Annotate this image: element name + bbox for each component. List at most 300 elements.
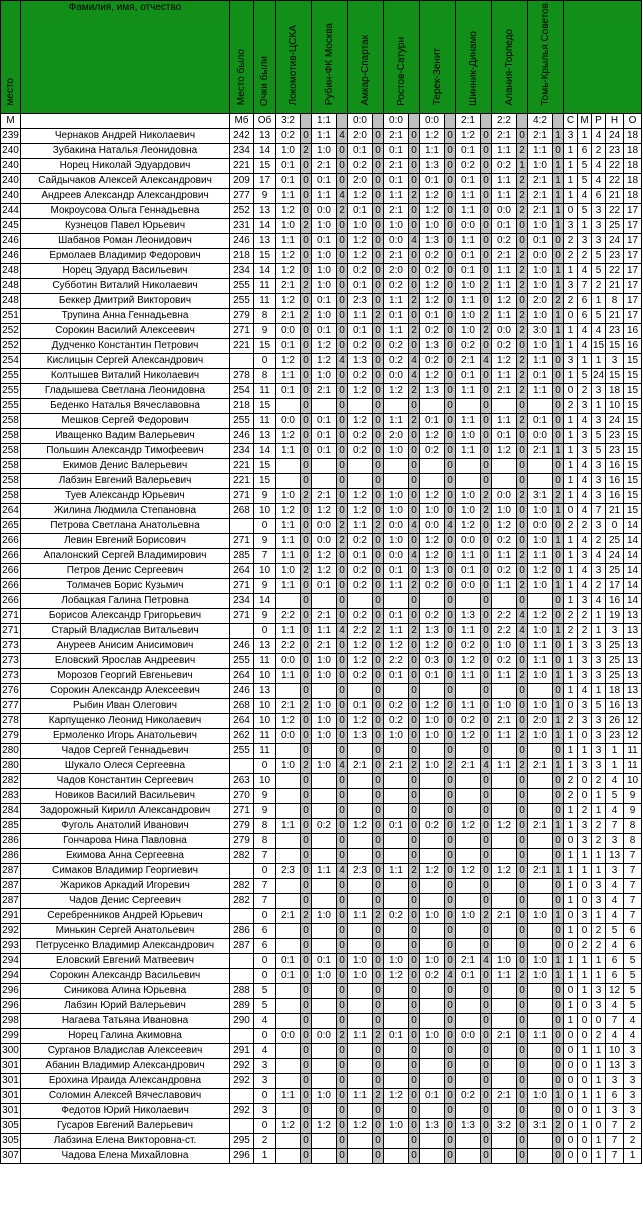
- stat-cell: 0: [564, 503, 578, 518]
- score-cell: 0: [409, 428, 420, 443]
- score-cell: 0: [481, 698, 492, 713]
- score-cell: 0: [373, 758, 384, 773]
- prediction-cell: [420, 1043, 445, 1058]
- prediction-cell: 1:2: [420, 278, 445, 293]
- score-cell: 0: [517, 293, 528, 308]
- score-cell: 0: [553, 608, 564, 623]
- prediction-cell: 0:1: [456, 143, 481, 158]
- prediction-cell: [312, 1058, 337, 1073]
- prediction-cell: 0:1: [312, 413, 337, 428]
- score-cell: 0: [301, 863, 312, 878]
- prediction-cell: [492, 473, 517, 488]
- prediction-cell: 1:1: [276, 233, 301, 248]
- prediction-cell: 0:0: [492, 488, 517, 503]
- score-cell: 4: [409, 353, 420, 368]
- score-cell: 0: [337, 833, 348, 848]
- score-cell: 0: [337, 1148, 348, 1163]
- stat-cell: 4: [578, 413, 592, 428]
- score-cell: 0: [373, 968, 384, 983]
- stat-cell: 4: [578, 188, 592, 203]
- stat-cell: 4: [606, 908, 624, 923]
- score-cell: 0: [517, 863, 528, 878]
- prev-place-cell: [230, 1028, 254, 1043]
- score-cell: 0: [301, 383, 312, 398]
- score-cell: 0: [481, 173, 492, 188]
- prediction-cell: 0:1: [492, 428, 517, 443]
- score-cell: 0: [445, 143, 456, 158]
- prediction-cell: [420, 473, 445, 488]
- table-row: [1, 803, 642, 818]
- prediction-cell: [384, 833, 409, 848]
- stat-cell: 1: [564, 998, 578, 1013]
- place-cell: 296: [1, 998, 21, 1013]
- score-cell: 0: [553, 893, 564, 908]
- table-row: [1, 788, 642, 803]
- score-cell: 0: [409, 1028, 420, 1043]
- score-cell: 0: [337, 953, 348, 968]
- prediction-cell: [456, 1043, 481, 1058]
- prev-points-cell: 15: [254, 338, 276, 353]
- stat-cell: 22: [606, 263, 624, 278]
- stat-cell: 2: [592, 533, 606, 548]
- prediction-cell: 0:2: [276, 128, 301, 143]
- prediction-cell: [312, 923, 337, 938]
- prev-points-cell: 11: [254, 728, 276, 743]
- stat-cell: 1: [592, 1073, 606, 1088]
- stat-header-s: С: [564, 113, 578, 128]
- prediction-cell: 0:1: [420, 173, 445, 188]
- prev-place-cell: 255: [230, 293, 254, 308]
- prediction-cell: 1:0: [384, 953, 409, 968]
- stat-cell: 1: [564, 878, 578, 893]
- stat-cell: 3: [592, 563, 606, 578]
- table-row: [1, 893, 642, 908]
- prediction-cell: 0:0: [384, 368, 409, 383]
- prediction-cell: 0:1: [456, 173, 481, 188]
- stat-cell: 6: [624, 938, 642, 953]
- score-cell: 0: [301, 878, 312, 893]
- stat-cell: 12: [624, 728, 642, 743]
- stat-cell: 14: [624, 518, 642, 533]
- score-cell: 0: [445, 863, 456, 878]
- place-cell: 300: [1, 1043, 21, 1058]
- prediction-cell: 1:1: [456, 698, 481, 713]
- prev-place-cell: [230, 1088, 254, 1103]
- prev-place-cell: 255: [230, 413, 254, 428]
- score-cell: 0: [301, 968, 312, 983]
- prediction-cell: 0:2: [492, 653, 517, 668]
- stat-cell: 5: [606, 923, 624, 938]
- prev-points-cell: 11: [254, 278, 276, 293]
- prediction-cell: [492, 458, 517, 473]
- score-cell: 0: [301, 713, 312, 728]
- stat-cell: 5: [592, 308, 606, 323]
- prev-points-cell: 11: [254, 413, 276, 428]
- stat-cell: 14: [624, 533, 642, 548]
- prediction-cell: [528, 473, 553, 488]
- prediction-cell: 0:1: [348, 203, 373, 218]
- prediction-cell: 0:2: [420, 608, 445, 623]
- prediction-cell: 1:0: [528, 308, 553, 323]
- stat-cell: 5: [624, 998, 642, 1013]
- prediction-cell: 1:0: [456, 908, 481, 923]
- score-cell: 0: [481, 263, 492, 278]
- prediction-cell: 0:2: [348, 578, 373, 593]
- score-cell: 0: [301, 983, 312, 998]
- prediction-cell: [420, 923, 445, 938]
- name-cell: Иващенко Вадим Валерьевич: [21, 428, 230, 443]
- stat-cell: 5: [624, 968, 642, 983]
- score-cell: 0: [301, 683, 312, 698]
- prev-points-cell: 10: [254, 773, 276, 788]
- prediction-cell: 1:0: [420, 728, 445, 743]
- prediction-cell: 1:3: [420, 563, 445, 578]
- score-cell: 0: [337, 548, 348, 563]
- stat-cell: 5: [578, 173, 592, 188]
- score-cell: 2: [301, 218, 312, 233]
- stat-cell: 6: [624, 923, 642, 938]
- score-cell: 0: [373, 1013, 384, 1028]
- place-cell: 266: [1, 533, 21, 548]
- prediction-cell: 0:1: [384, 143, 409, 158]
- name-cell: Гончарова Нина Павловна: [21, 833, 230, 848]
- score-cell: 0: [481, 863, 492, 878]
- stat-cell: 15: [624, 503, 642, 518]
- prev-place-cell: 271: [230, 803, 254, 818]
- score-cell: 0: [301, 1148, 312, 1163]
- stat-cell: 3: [592, 413, 606, 428]
- stat-cell: 7: [606, 1148, 624, 1163]
- prediction-cell: 0:1: [384, 1028, 409, 1043]
- score-cell: 0: [481, 608, 492, 623]
- stat-cell: 5: [578, 368, 592, 383]
- stat-cell: 3: [578, 443, 592, 458]
- prediction-cell: [276, 458, 301, 473]
- stat-cell: 15: [624, 368, 642, 383]
- stat-cell: 1: [592, 398, 606, 413]
- score-cell: 0: [409, 713, 420, 728]
- table-row: [1, 908, 642, 923]
- score-cell: 0: [481, 1043, 492, 1058]
- score-cell: 1: [553, 968, 564, 983]
- prediction-cell: 1:2: [420, 698, 445, 713]
- name-cell: Новиков Василий Васильевич: [21, 788, 230, 803]
- name-cell: Лабзин Евгений Валерьевич: [21, 473, 230, 488]
- prev-place-cell: 279: [230, 818, 254, 833]
- stat-cell: 1: [592, 608, 606, 623]
- prediction-cell: [420, 458, 445, 473]
- name-cell: Беденко Наталья Вячеславовна: [21, 398, 230, 413]
- stat-cell: 2: [564, 623, 578, 638]
- stat-cell: 14: [624, 578, 642, 593]
- score-cell: 0: [301, 248, 312, 263]
- score-cell: 0: [517, 803, 528, 818]
- prev-points-cell: 9: [254, 803, 276, 818]
- score-cell: 0: [481, 1088, 492, 1103]
- prev-points-cell: 14: [254, 443, 276, 458]
- prev-points-cell: 1: [254, 1148, 276, 1163]
- name-cell: Фуголь Анатолий Иванович: [21, 818, 230, 833]
- prev-place-cell: 255: [230, 653, 254, 668]
- prev-points-cell: 3: [254, 1103, 276, 1118]
- stat-cell: 1: [578, 128, 592, 143]
- stat-cell: 3: [592, 713, 606, 728]
- place-cell: 280: [1, 758, 21, 773]
- score-cell: 0: [517, 818, 528, 833]
- score-cell: 2: [517, 668, 528, 683]
- place-cell: 287: [1, 893, 21, 908]
- stat-cell: 2: [564, 293, 578, 308]
- prev-place-cell: 292: [230, 1058, 254, 1073]
- score-cell: 0: [373, 578, 384, 593]
- prediction-cell: [348, 743, 373, 758]
- score-cell: 0: [301, 1058, 312, 1073]
- prediction-cell: 0:0: [312, 203, 337, 218]
- stat-cell: 7: [624, 863, 642, 878]
- prediction-cell: [312, 683, 337, 698]
- stat-cell: 3: [578, 548, 592, 563]
- prediction-cell: [384, 1148, 409, 1163]
- prediction-cell: 1:2: [312, 503, 337, 518]
- score-cell: 0: [517, 503, 528, 518]
- prediction-cell: 2:1: [492, 248, 517, 263]
- prediction-cell: 1:0: [276, 758, 301, 773]
- stat-cell: 2: [592, 143, 606, 158]
- score-cell: 2: [517, 353, 528, 368]
- stat-cell: 17: [606, 578, 624, 593]
- score-cell: 2: [373, 623, 384, 638]
- prediction-cell: [384, 803, 409, 818]
- table-row: [1, 878, 642, 893]
- prediction-cell: 2:2: [276, 638, 301, 653]
- score-cell: 0: [337, 503, 348, 518]
- prediction-cell: [312, 998, 337, 1013]
- prediction-cell: [276, 398, 301, 413]
- place-cell: 282: [1, 773, 21, 788]
- sub-gap: [409, 113, 420, 128]
- score-cell: 0: [445, 533, 456, 548]
- score-cell: 0: [481, 683, 492, 698]
- name-cell: Субботин Виталий Николаевич: [21, 278, 230, 293]
- prediction-cell: [384, 458, 409, 473]
- stat-cell: 3: [578, 398, 592, 413]
- score-cell: 0: [301, 743, 312, 758]
- prev-points-cell: 13: [254, 683, 276, 698]
- score-cell: 2: [517, 758, 528, 773]
- stat-cell: 1: [578, 863, 592, 878]
- place-cell: 292: [1, 923, 21, 938]
- stat-cell: 1: [592, 1043, 606, 1058]
- stat-cell: 2: [578, 248, 592, 263]
- table-row: [1, 143, 642, 158]
- score-cell: 0: [481, 233, 492, 248]
- stat-cell: 15: [624, 353, 642, 368]
- place-cell: 248: [1, 293, 21, 308]
- prediction-cell: 1:2: [384, 1088, 409, 1103]
- stat-cell: 0: [578, 788, 592, 803]
- prediction-cell: [312, 593, 337, 608]
- score-cell: 0: [553, 518, 564, 533]
- score-cell: 2: [373, 308, 384, 323]
- stat-cell: 3: [606, 353, 624, 368]
- score-cell: 2: [517, 728, 528, 743]
- prediction-cell: 1:2: [276, 293, 301, 308]
- place-cell: 293: [1, 938, 21, 953]
- stat-cell: 1: [578, 953, 592, 968]
- stat-cell: 3: [606, 863, 624, 878]
- score-cell: 0: [517, 428, 528, 443]
- stat-cell: 16: [624, 323, 642, 338]
- stat-cell: 7: [606, 818, 624, 833]
- prediction-cell: 1:3: [456, 1118, 481, 1133]
- stat-cell: 14: [624, 593, 642, 608]
- prev-place-cell: 268: [230, 503, 254, 518]
- prediction-cell: [348, 788, 373, 803]
- prediction-cell: 0:2: [312, 818, 337, 833]
- prediction-cell: [492, 683, 517, 698]
- score-cell: 0: [337, 1133, 348, 1148]
- prediction-cell: 0:1: [384, 308, 409, 323]
- name-cell: Симаков Владимир Георгиевич: [21, 863, 230, 878]
- prediction-cell: [456, 593, 481, 608]
- prediction-cell: [348, 1133, 373, 1148]
- prediction-cell: 0:2: [492, 533, 517, 548]
- prediction-cell: [492, 998, 517, 1013]
- score-cell: 0: [481, 1013, 492, 1028]
- score-cell: 0: [301, 638, 312, 653]
- score-cell: 0: [409, 773, 420, 788]
- score-cell: 1: [553, 863, 564, 878]
- stat-cell: 9: [624, 788, 642, 803]
- stat-cell: 0: [564, 1103, 578, 1118]
- name-cell: Беккер Дмитрий Викторович: [21, 293, 230, 308]
- table-row: [1, 758, 642, 773]
- score-cell: 0: [553, 683, 564, 698]
- prediction-cell: 0:2: [456, 1088, 481, 1103]
- score-cell: 1: [553, 818, 564, 833]
- score-cell: 0: [409, 473, 420, 488]
- table-row: [1, 473, 642, 488]
- prediction-cell: [276, 1043, 301, 1058]
- stat-cell: 0: [578, 1103, 592, 1118]
- score-cell: 0: [301, 158, 312, 173]
- score-cell: 0: [481, 383, 492, 398]
- name-cell: Норец Галина Акимовна: [21, 1028, 230, 1043]
- score-cell: 1: [553, 503, 564, 518]
- score-cell: 0: [301, 188, 312, 203]
- prev-points-cell: 11: [254, 293, 276, 308]
- score-cell: 0: [409, 338, 420, 353]
- score-cell: 0: [301, 368, 312, 383]
- prediction-cell: [492, 788, 517, 803]
- prediction-cell: 0:1: [348, 278, 373, 293]
- stat-cell: 0: [564, 908, 578, 923]
- place-cell: 258: [1, 428, 21, 443]
- prediction-cell: 1:0: [312, 698, 337, 713]
- prediction-cell: 0:0: [276, 323, 301, 338]
- table-row: [1, 1088, 642, 1103]
- score-cell: 0: [481, 623, 492, 638]
- score-cell: 0: [337, 578, 348, 593]
- score-cell: 0: [445, 443, 456, 458]
- prediction-cell: 2:1: [528, 863, 553, 878]
- stat-cell: 12: [606, 983, 624, 998]
- prediction-cell: 1:1: [276, 623, 301, 638]
- score-cell: 0: [445, 1058, 456, 1073]
- score-cell: 0: [445, 1013, 456, 1028]
- stat-cell: 13: [624, 683, 642, 698]
- score-cell: 2: [517, 368, 528, 383]
- prev-points-cell: 0: [254, 863, 276, 878]
- name-cell: Старый Владислав Витальевич: [21, 623, 230, 638]
- prev-place-cell: 282: [230, 848, 254, 863]
- stat-cell: 7: [606, 1118, 624, 1133]
- stat-cell: 2: [624, 1133, 642, 1148]
- prev-place-cell: 234: [230, 443, 254, 458]
- score-cell: 0: [481, 788, 492, 803]
- prediction-cell: 2:1: [492, 713, 517, 728]
- score-cell: 0: [301, 578, 312, 593]
- score-cell: 1: [553, 308, 564, 323]
- score-cell: 0: [409, 203, 420, 218]
- stat-cell: 4: [578, 488, 592, 503]
- prediction-cell: [492, 938, 517, 953]
- place-cell: 301: [1, 1073, 21, 1088]
- score-cell: 0: [337, 1088, 348, 1103]
- prev-points-cell: 3: [254, 1073, 276, 1088]
- score-cell: 0: [373, 713, 384, 728]
- stat-cell: 0: [578, 1148, 592, 1163]
- prediction-cell: [348, 998, 373, 1013]
- stat-cell: 3: [564, 218, 578, 233]
- prediction-cell: 1:1: [420, 143, 445, 158]
- prediction-cell: 2:1: [456, 953, 481, 968]
- score-cell: 0: [445, 323, 456, 338]
- stat-cell: 1: [564, 443, 578, 458]
- prediction-cell: [456, 893, 481, 908]
- stat-cell: 11: [624, 758, 642, 773]
- prev-place-cell: 234: [230, 593, 254, 608]
- score-cell: 0: [337, 998, 348, 1013]
- stat-cell: 3: [592, 518, 606, 533]
- score-cell: 0: [481, 923, 492, 938]
- stat-cell: 5: [606, 788, 624, 803]
- place-cell: 287: [1, 863, 21, 878]
- prev-points-cell: 11: [254, 743, 276, 758]
- prediction-cell: 1:2: [492, 353, 517, 368]
- prev-place-cell: 296: [230, 1148, 254, 1163]
- score-cell: 0: [445, 458, 456, 473]
- prediction-cell: 1:2: [312, 563, 337, 578]
- score-cell: 0: [409, 308, 420, 323]
- table-row: [1, 818, 642, 833]
- score-cell: 0: [409, 683, 420, 698]
- score-cell: 4: [517, 623, 528, 638]
- score-cell: 0: [409, 788, 420, 803]
- prediction-cell: 1:0: [312, 1088, 337, 1103]
- prev-points-cell: 5: [254, 998, 276, 1013]
- score-cell: 4: [409, 548, 420, 563]
- prediction-cell: 1:0: [456, 488, 481, 503]
- stat-cell: 4: [606, 803, 624, 818]
- score-cell: 0: [445, 128, 456, 143]
- prediction-cell: [384, 773, 409, 788]
- stat-cell: 15: [624, 473, 642, 488]
- stat-cell: 13: [606, 1058, 624, 1073]
- stat-cell: 4: [624, 1013, 642, 1028]
- score-cell: 1: [553, 338, 564, 353]
- prev-points-cell: 9: [254, 608, 276, 623]
